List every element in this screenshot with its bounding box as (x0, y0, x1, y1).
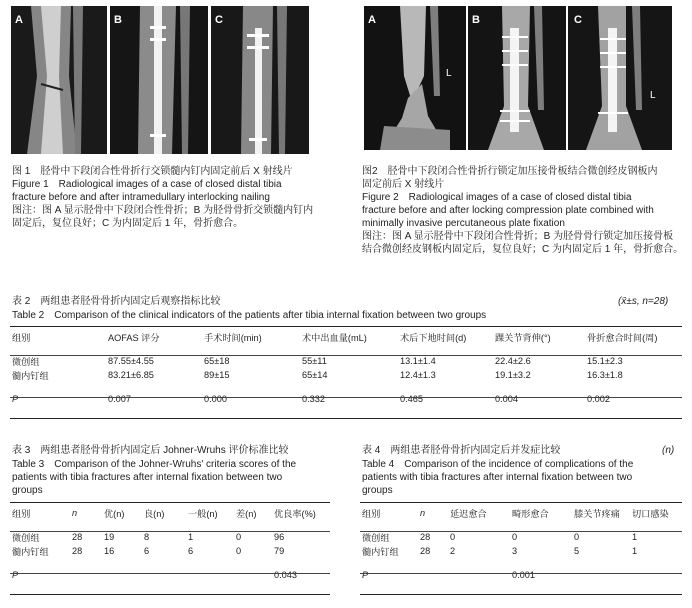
table-cell: 28 (420, 532, 431, 542)
fig2-caption-en-3: minimally invasive percutaneous plate fixation (362, 218, 565, 229)
table2-header: 踝关节背伸(°) (495, 333, 551, 343)
table-cell: 2 (450, 546, 456, 556)
fig2-panel-a (364, 6, 466, 150)
fig1-panel-c (211, 6, 309, 154)
table-cell: 髓内钉组 (12, 371, 49, 381)
table2-p-row (12, 392, 682, 405)
table-cell: 5 (574, 546, 580, 556)
table-cell: 6 (188, 546, 194, 556)
table3-header: 一般(n) (188, 509, 218, 519)
fig2-caption-en-2: fracture before and after locking compression plate combined with (362, 205, 654, 216)
p-value: 0.007 (108, 393, 131, 404)
table4-header: 组别 (362, 509, 381, 519)
table-row (12, 368, 682, 382)
fig1-note-2: 固定后，复位良好；C 为内固定后 1 年，骨折愈合。 (12, 218, 244, 229)
table2-header: 手术时间(min) (204, 333, 262, 343)
table2-header: 术后下地时间(d) (400, 333, 467, 343)
table-cell: 65±14 (302, 370, 328, 380)
table-cell: 6 (144, 546, 150, 556)
table-cell: 55±11 (302, 356, 327, 366)
table-cell: 12.4±1.3 (400, 370, 436, 380)
table4-title-en-1: Table 4 Comparison of the incidence of complications of the (362, 459, 634, 470)
table-cell: 19 (104, 532, 115, 542)
table-cell: 87.55±4.55 (108, 356, 154, 366)
p-value: 0.465 (400, 393, 423, 404)
table3-title-cn: 表 3 两组患者胫骨骨折内固定后 Johner-Wruhs 评价标准比较 (12, 445, 289, 456)
table3-header: 优良率(%) (274, 509, 316, 519)
fig2-label-a: A (368, 14, 376, 26)
table2-title-en: Table 2 Comparison of the clinical indicators of the patients after tibia internal fixation between two groups (12, 310, 487, 321)
table4-header: 膝关节疼痛 (574, 509, 620, 519)
p-value: 0.002 (587, 393, 610, 404)
table4 (362, 506, 682, 581)
fig2-caption (362, 165, 682, 256)
p-label: P (12, 393, 19, 404)
table-cell: 65±18 (204, 356, 230, 366)
table-row (12, 544, 330, 558)
table3-title-en-2: patients with tibia fractures after internal fixation between two (12, 472, 283, 483)
fig1-caption-cn: 图 1 胫骨中下段闭合性骨折行交锁髓内钉内固定前后 X 射线片 (12, 166, 293, 177)
table4-header: 切口感染 (632, 509, 669, 519)
table-cell: 19.1±3.2 (495, 370, 531, 380)
table3-header: 组别 (12, 509, 31, 519)
table-cell: 96 (274, 532, 285, 542)
table-cell: 79 (274, 546, 285, 556)
table3-header: 差(n) (236, 509, 257, 519)
table-cell: 89±15 (204, 370, 230, 380)
table-cell: 1 (632, 546, 638, 556)
p-value: 0.043 (274, 569, 297, 580)
table3-title-en-3: groups (12, 485, 43, 496)
fig1-label-b: B (114, 14, 122, 26)
table-cell: 0 (574, 532, 580, 542)
table2-header-row (12, 330, 682, 344)
table-cell: 28 (420, 546, 431, 556)
table-cell: 髓内钉组 (12, 547, 49, 557)
table3 (12, 506, 330, 581)
table4-title-cn: 表 4 两组患者胫骨骨折内固定后并发症比较 (362, 445, 561, 456)
fig2-caption-cn-1: 图2 胫骨中下段闭合性骨折行锁定加压接骨板结合微创经皮钢板内 (362, 166, 658, 177)
fig1-panel-b (110, 6, 208, 154)
table-cell: 0 (512, 532, 518, 542)
table-cell: 28 (72, 532, 83, 542)
table-cell: 0 (236, 546, 242, 556)
table-cell: 16.3±1.8 (587, 370, 623, 380)
table-cell: 1 (188, 532, 194, 542)
fig2-caption-en-1: Figure 2 Radiological images of a case of closed distal tibia (362, 192, 632, 203)
table4-header-row (362, 506, 682, 520)
fig2-label-c: C (574, 14, 582, 26)
table3-header-row (12, 506, 330, 520)
fig1-caption-en-1: Figure 1 Radiological images of a case of closed distal tibia (12, 179, 282, 190)
table3-header: 优(n) (104, 509, 125, 519)
table-row (12, 530, 330, 544)
table-cell: 0 (236, 532, 242, 542)
table4-p-row (362, 568, 682, 581)
fig2-side-marker: L (446, 68, 452, 79)
table3-p-row (12, 568, 330, 581)
fig1-label-a: A (15, 14, 23, 26)
p-value: 0.004 (495, 393, 518, 404)
fig2-note-1: 图注：图 A 显示胫骨中下段闭合性骨折；B 为胫骨骨行锁定加压接骨板 (362, 231, 674, 242)
table-cell: 83.21±6.85 (108, 370, 154, 380)
fig2-side-marker-c: L (650, 90, 656, 101)
table-cell: 1 (632, 532, 638, 542)
fig1-panel-a (11, 6, 107, 154)
p-value: 0.001 (512, 569, 535, 580)
table2 (12, 330, 682, 405)
fig2-panel-b (468, 6, 566, 150)
table2-title-cn: 表 2 两组患者胫骨骨折内固定后观察指标比较 (12, 296, 221, 307)
table3-header: n (72, 508, 78, 518)
fig1-caption-en-2: fracture before and after intramedullary interlocking nailing (12, 192, 270, 203)
table-row (362, 544, 682, 558)
fig2-note-2: 结合微创经皮钢板内固定后，复位良好；C 为内固定后 1 年，骨折愈合。 (362, 244, 684, 255)
table-cell: 8 (144, 532, 150, 542)
table4-title-en-2: patients with tibia fractures after internal fixation between two (362, 472, 633, 483)
fig1-label-c: C (215, 14, 223, 26)
fig2-panel-c (568, 6, 672, 150)
table-cell: 0 (450, 532, 456, 542)
table4-header: 畸形愈合 (512, 509, 549, 519)
table-cell: 13.1±1.4 (400, 356, 436, 366)
table-cell: 16 (104, 546, 115, 556)
fig2-caption-cn-2: 固定前后 X 射线片 (362, 179, 445, 190)
table-cell: 微创组 (12, 533, 40, 543)
table3-title-en-1: Table 3 Comparison of the Johner-Wruhs' criteria scores of the (12, 459, 297, 470)
p-value: 0.332 (302, 393, 325, 404)
p-label: P (12, 569, 19, 580)
table-cell: 髓内钉组 (362, 547, 399, 557)
table-cell: 15.1±2.3 (587, 356, 623, 366)
fig1-note-1: 图注：图 A 显示胫骨中下段闭合性骨折；B 为胫骨骨折交锁髓内钉内 (12, 205, 314, 216)
table-cell: 微创组 (362, 533, 390, 543)
table-cell: 3 (512, 546, 518, 556)
table3-header: 良(n) (144, 509, 165, 519)
table-cell: 22.4±2.6 (495, 356, 531, 366)
table2-header: 组别 (12, 333, 31, 343)
p-label: P (362, 569, 369, 580)
table4-stat-note: (n) (662, 445, 675, 456)
table2-header: 骨折愈合时间(周) (587, 333, 658, 343)
table2-header: AOFAS 评分 (108, 333, 160, 343)
p-value: 0.000 (204, 393, 227, 404)
table4-header: n (420, 508, 426, 518)
table2-header: 术中出血量(mL) (302, 333, 367, 343)
table-row (362, 530, 682, 544)
table4-title-en-3: groups (362, 485, 393, 496)
table-cell: 微创组 (12, 357, 40, 367)
fig1-caption (12, 165, 342, 230)
table2-stat-note: (x̄±s, n=28) (618, 296, 669, 307)
table-cell: 28 (72, 546, 83, 556)
table-row (12, 354, 682, 368)
fig2-label-b: B (472, 14, 480, 26)
table4-header: 延迟愈合 (450, 509, 487, 519)
